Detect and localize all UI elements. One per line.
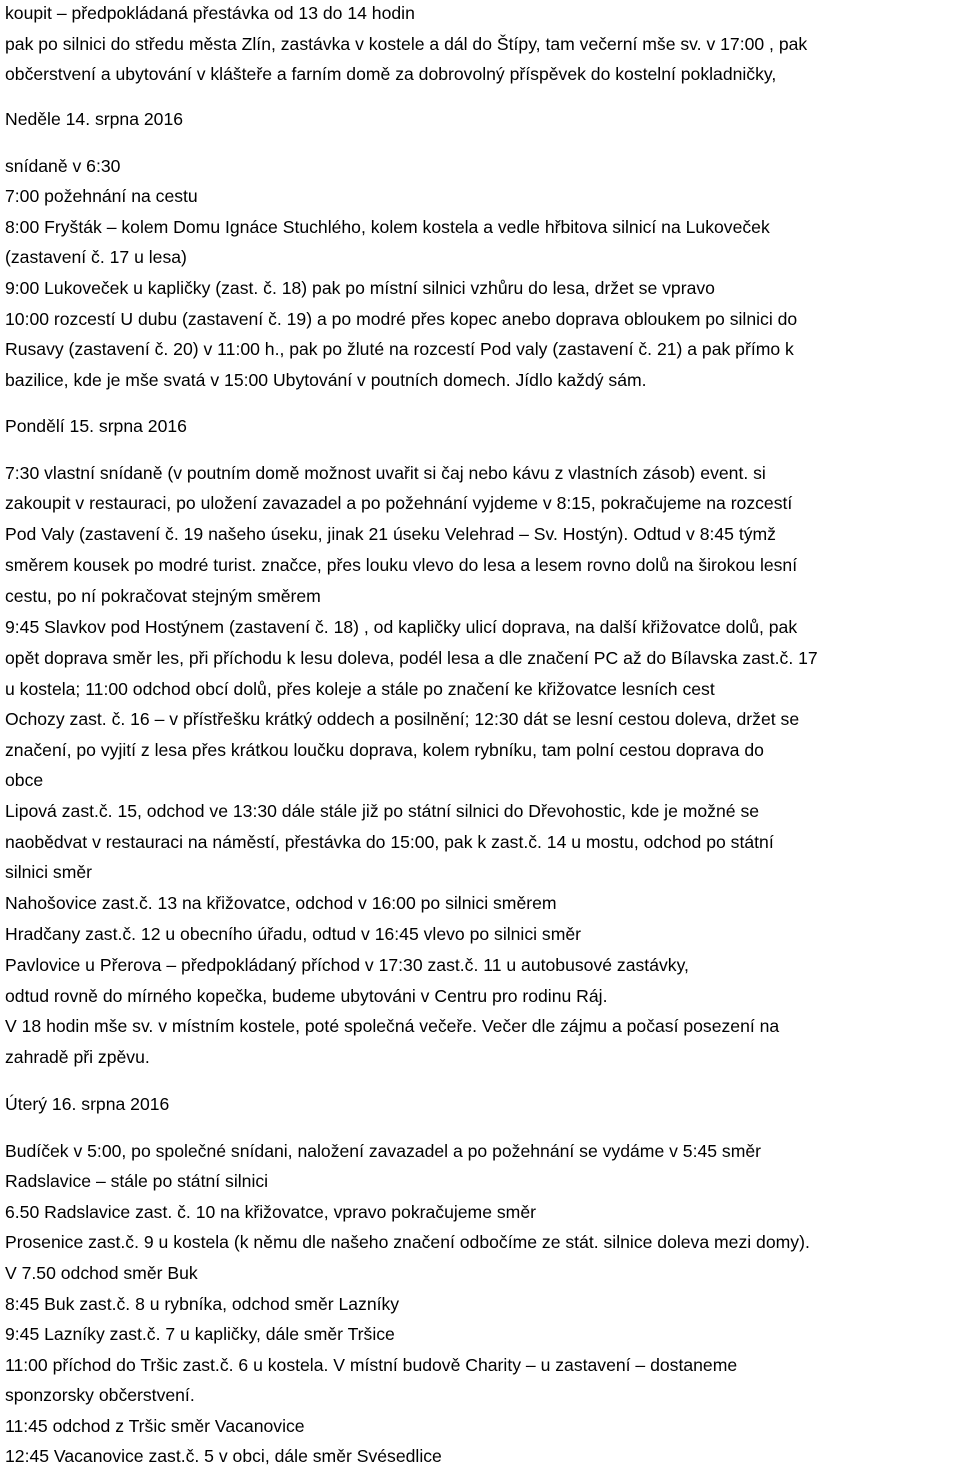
text-line: Pavlovice u Přerova – předpokládaný příchod v 17:30 zast.č. 11 u autobusové zastávky, (5, 955, 689, 975)
text-line: V 18 hodin mše sv. v místním kostele, poté společná večeře. Večer dle zájmu a počasí posezení na (5, 1016, 780, 1036)
section-heading-sunday: Neděle 14. srpna 2016 (5, 109, 184, 129)
text-line: 6.50 Radslavice zast. č. 10 na křižovatce, vpravo pokračujeme směr (5, 1202, 536, 1222)
text-line: 10:00 rozcestí U dubu (zastavení č. 19) a po modré přes kopec anebo doprava obloukem po silnici do (5, 309, 798, 329)
text-line: 12:45 Vacanovice zast.č. 5 v obci, dále směr Svésedlice (5, 1446, 442, 1466)
text-line: cestu, po ní pokračovat stejným směrem (5, 586, 321, 606)
text-line: 9:00 Lukoveček u kapličky (zast. č. 18) pak po místní silnici vzhůru do lesa, držet se vpravo (5, 278, 715, 298)
text-line: 9:45 Slavkov pod Hostýnem (zastavení č. 18) , od kapličky ulicí doprava, na další křižovatce dolů, pak (5, 617, 798, 637)
text-line: Rusavy (zastavení č. 20) v 11:00 h., pak po žluté na rozcestí Pod valy (zastavení č. 21) a pak přímo k (5, 339, 794, 359)
section-heading-monday: Pondělí 15. srpna 2016 (5, 416, 187, 436)
text-line: občerstvení a ubytování v klášteře a farním domě za dobrovolný příspěvek do kostelní pokladničky, (5, 64, 777, 84)
text-line: Radslavice – stále po státní silnici (5, 1171, 269, 1191)
text-line: 11:45 odchod z Tršic směr Vacanovice (5, 1416, 305, 1436)
text-line: Pod Valy (zastavení č. 19 našeho úseku, jinak 21 úseku Velehrad – Sv. Hostýn). Odtud v 8:45 týmž (5, 524, 776, 544)
text-line: 11:00 příchod do Tršic zast.č. 6 u kostela. V místní budově Charity – u zastavení – dostaneme (5, 1355, 738, 1375)
text-line: směrem kousek po modré turist. značce, přes louku vlevo do lesa a lesem rovno dolů na širokou lesní (5, 555, 798, 575)
text-line: Budíček v 5:00, po společné snídani, naložení zavazadel a po požehnání se vydáme v 5:45 směr (5, 1141, 762, 1161)
text-line: silnici směr (5, 862, 92, 882)
section-heading-tuesday: Úterý 16. srpna 2016 (5, 1094, 170, 1114)
text-line: Lipová zast.č. 15, odchod ve 13:30 dále stále již po státní silnici do Dřevohostic, kde je možné se (5, 801, 760, 821)
text-line: 7:00 požehnání na cestu (5, 186, 198, 206)
text-line: Prosenice zast.č. 9 u kostela (k němu dle našeho značení odbočíme ze stát. silnice doleva mezi domy). (5, 1232, 810, 1252)
text-line: opět doprava směr les, při příchodu k lesu doleva, podél lesa a dle značení PC až do Bílavska zast.č. 17 (5, 648, 818, 668)
text-line: 8:45 Buk zast.č. 8 u rybníka, odchod směr Lazníky (5, 1294, 400, 1314)
text-line: zahradě při zpěvu. (5, 1047, 150, 1067)
text-line: snídaně v 6:30 (5, 156, 121, 176)
text-line: bazilice, kde je mše svatá v 15:00 Ubytování v poutních domech. Jídlo každý sám. (5, 370, 647, 390)
text-line: Nahošovice zast.č. 13 na křižovatce, odchod v 16:00 po silnici směrem (5, 893, 557, 913)
text-line: Ochozy zast. č. 16 – v přístřešku krátký oddech a posilnění; 12:30 dát se lesní cestou doleva, držet se (5, 709, 800, 729)
text-line: koupit – předpokládaná přestávka od 13 do 14 hodin (5, 3, 415, 23)
text-line: zakoupit v restauraci, po uložení zavazadel a po požehnání vyjdeme v 8:15, pokračujeme na rozcestí (5, 493, 793, 513)
text-line: pak po silnici do středu města Zlín, zastávka v kostele a dál do Štípy, tam večerní mše sv. v 17:00 , pak (5, 34, 808, 54)
text-line: značení, po vyjití z lesa přes krátkou loučku doprava, kolem rybníku, tam polní cestou doprava do (5, 740, 764, 760)
text-line: u kostela; 11:00 odchod obcí dolů, přes koleje a stále po značení ke křižovatce lesních cest (5, 679, 715, 699)
text-line: 9:45 Lazníky zast.č. 7 u kapličky, dále směr Tršice (5, 1324, 395, 1344)
text-line: V 7.50 odchod směr Buk (5, 1263, 198, 1283)
text-line: obce (5, 770, 44, 790)
text-line: odtud rovně do mírného kopečka, budeme ubytováni v Centru pro rodinu Ráj. (5, 986, 608, 1006)
text-line: Hradčany zast.č. 12 u obecního úřadu, odtud v 16:45 vlevo po silnici směr (5, 924, 582, 944)
text-line: sponzorsky občerstvení. (5, 1385, 195, 1405)
text-line: naobědvat v restauraci na náměstí, přestávka do 15:00, pak k zast.č. 14 u mostu, odchod po státní (5, 832, 774, 852)
text-line: 7:30 vlastní snídaně (v poutním domě možnost uvařit si čaj nebo kávu z vlastních zásob) event. si (5, 463, 766, 483)
text-line: (zastavení č. 17 u lesa) (5, 247, 187, 267)
text-line: 8:00 Fryšták – kolem Domu Ignáce Stuchlého, kolem kostela a vedle hřbitova silnicí na Lukoveček (5, 217, 770, 237)
